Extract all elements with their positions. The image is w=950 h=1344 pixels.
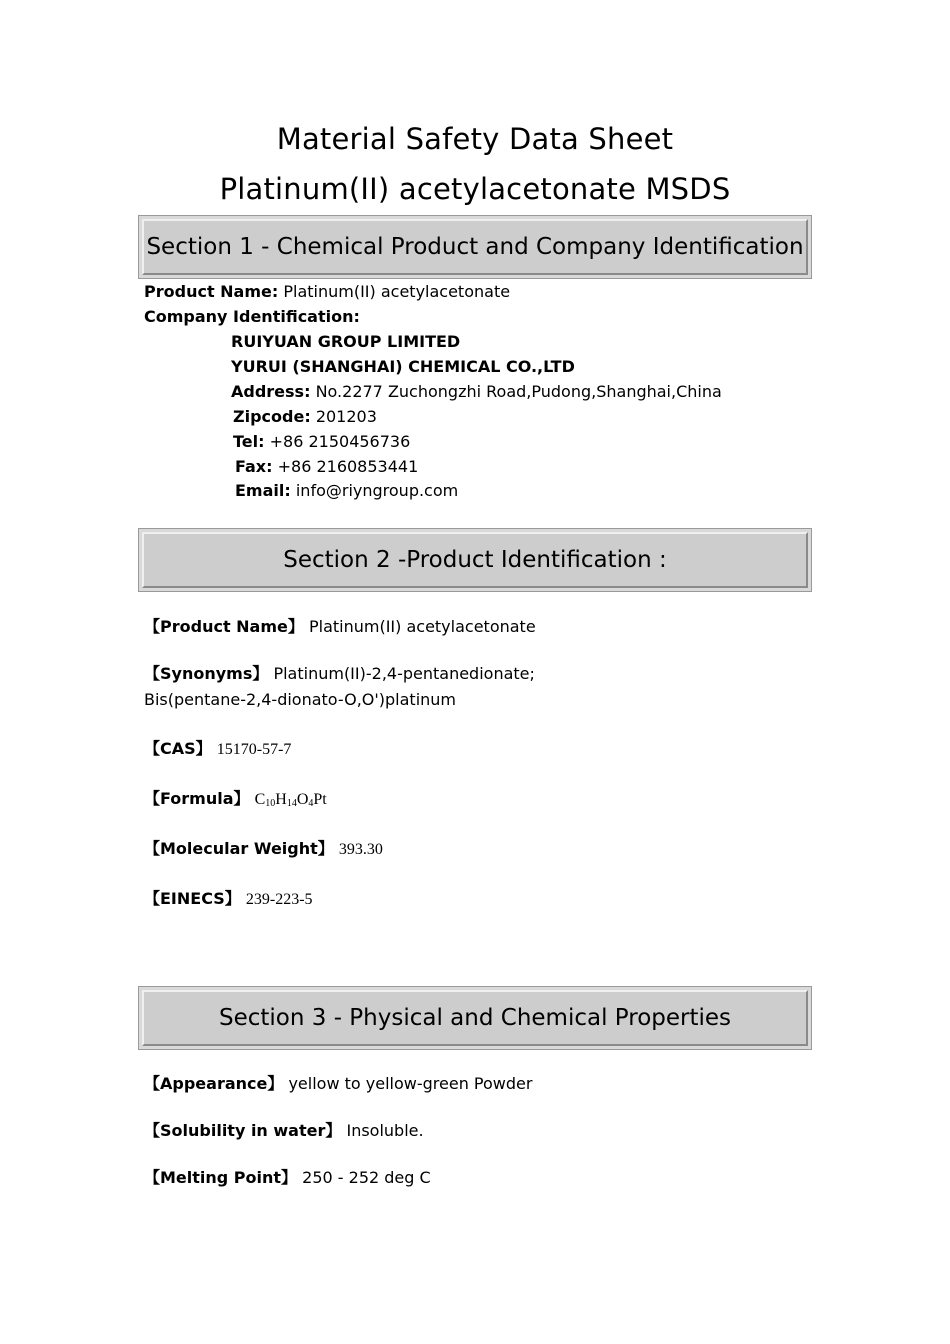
company-name-1: RUIYUAN GROUP LIMITED [231, 332, 461, 351]
zipcode-value: 201203 [315, 407, 377, 426]
email-label: Email: [235, 481, 291, 500]
address-row [231, 382, 722, 402]
product-name-value: Platinum(II) acetylacetonate [283, 282, 511, 301]
section-2-header [138, 528, 812, 592]
molecular-weight-row [144, 839, 383, 860]
formula-label: 【Formula】 [144, 789, 250, 808]
s2-product-name-row [144, 617, 536, 637]
melting-point-row [144, 1168, 431, 1188]
tel-label: Tel: [233, 432, 265, 451]
document-title: Material Safety Data Sheet [276, 122, 674, 156]
melting-point-value: 250 - 252 deg C [302, 1168, 431, 1187]
s2-product-name-value: Platinum(II) acetylacetonate [308, 617, 536, 636]
synonyms-value-1: Platinum(II)-2,4-pentanedionate; [273, 664, 535, 683]
solubility-label: 【Solubility in water】 [144, 1121, 342, 1140]
email-value[interactable]: info@riyngroup.com [295, 481, 459, 500]
synonyms-row [144, 664, 535, 684]
einecs-row [144, 889, 313, 910]
solubility-value: Insoluble. [346, 1121, 424, 1140]
appearance-label: 【Appearance】 [144, 1074, 284, 1093]
section-3-header [138, 986, 812, 1050]
section-3-title: Section 3 - Physical and Chemical Properties [142, 990, 808, 1046]
product-name-label: Product Name: [144, 282, 279, 301]
synonyms-continuation: Bis(pentane-2,4-dionato-O,O')platinum [144, 690, 457, 709]
molecular-weight-value: 393.30 [338, 841, 383, 858]
molecular-weight-label: 【Molecular Weight】 [144, 839, 334, 858]
formula-row [144, 789, 327, 814]
cas-row [144, 739, 291, 760]
document-subtitle: Platinum(II) acetylacetonate MSDS [219, 172, 731, 206]
fax-label: Fax: [235, 457, 273, 476]
email-row [235, 481, 458, 501]
fax-value: +86 2160853441 [277, 457, 419, 476]
company-name-2: YURUI (SHANGHAI) CHEMICAL CO.,LTD [231, 357, 575, 376]
einecs-label: 【EINECS】 [144, 889, 241, 908]
cas-label: 【CAS】 [144, 739, 212, 758]
section-2-title: Section 2 -Product Identification : [142, 532, 808, 588]
s2-product-name-label: 【Product Name】 [144, 617, 304, 636]
company-identification-label: Company Identification: [144, 307, 360, 326]
fax-row [235, 457, 418, 477]
address-value: No.2277 Zuchongzhi Road,Pudong,Shanghai,China [315, 382, 722, 401]
cas-value: 15170-57-7 [216, 741, 292, 758]
product-name-row [144, 282, 510, 302]
einecs-value: 239-223-5 [245, 891, 313, 908]
melting-point-label: 【Melting Point】 [144, 1168, 298, 1187]
section-1-header [138, 215, 812, 279]
tel-value: +86 2150456736 [269, 432, 411, 451]
zipcode-row [233, 407, 377, 427]
appearance-value: yellow to yellow-green Powder [288, 1074, 533, 1093]
synonyms-label: 【Synonyms】 [144, 664, 269, 683]
address-label: Address: [231, 382, 311, 401]
section-1-title: Section 1 - Chemical Product and Company Identification [142, 219, 808, 275]
company-identification-row [144, 307, 360, 327]
zipcode-label: Zipcode: [233, 407, 311, 426]
appearance-row [144, 1074, 532, 1094]
tel-row [233, 432, 410, 452]
formula-value: $C_{10}H_{14}O_4Pt$ [254, 791, 327, 809]
solubility-row [144, 1121, 424, 1141]
